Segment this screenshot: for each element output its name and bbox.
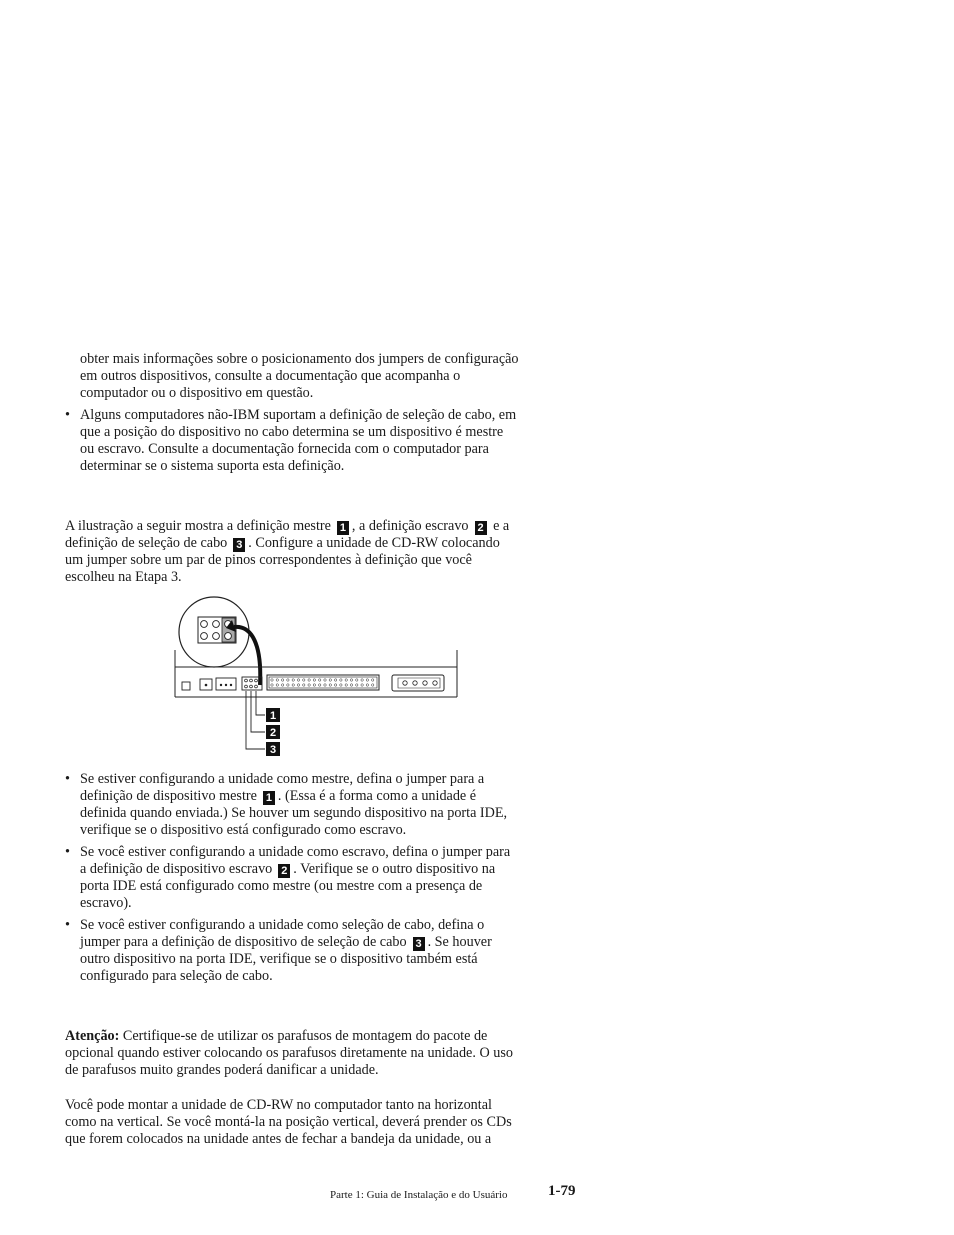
callout-line-3	[246, 691, 265, 749]
ide-pin	[319, 684, 321, 686]
ide-pin	[366, 679, 368, 681]
diagram-marker-2: 2	[269, 727, 277, 739]
attention-paragraph	[65, 1028, 513, 1079]
ide-pin	[329, 679, 331, 681]
mounting-line-2: como na vertical. Se você montá-la na posição vertical, deverá prender os CDs	[65, 1114, 512, 1130]
illus-line-4: escolheu na Etapa 3.	[65, 569, 182, 585]
ide-pin	[345, 684, 347, 686]
ide-pin	[324, 679, 326, 681]
bullet-dot: •	[65, 844, 70, 860]
attention-label: Atenção:	[65, 1028, 120, 1044]
mounting-paragraph	[65, 1097, 512, 1148]
diagram-marker-1: 1	[269, 710, 277, 722]
marker-2: 2	[475, 521, 487, 535]
ide-pin	[319, 679, 321, 681]
ide-pin	[356, 684, 358, 686]
illus-line-1	[65, 518, 509, 535]
attention-line-2: opcional quando estiver colocando os parafusos diretamente na unidade. O uso	[65, 1045, 513, 1061]
ide-pin	[271, 684, 273, 686]
master-l2-b: . (Essa é a forma como a unidade é	[277, 788, 477, 804]
ide-pin	[281, 679, 283, 681]
ide-pin	[308, 679, 310, 681]
footer-title: Parte 1: Guia de Instalação e do Usuário	[330, 1189, 508, 1201]
slave-l2-a: a definição de dispositivo escravo	[80, 861, 273, 877]
bullet1-line-4: determinar se o sistema suporta esta definição.	[80, 458, 345, 474]
slave-l2-b: . Verifique se o outro dispositivo na	[293, 861, 496, 877]
illustration-paragraph	[65, 518, 509, 586]
callout-line-1	[256, 691, 265, 715]
diagram-marker-3: 3	[269, 744, 277, 756]
drive-rear-illustration	[170, 595, 465, 760]
attention-l1: Certifique-se de utilizar os parafusos de montagem do pacote de	[119, 1028, 488, 1044]
ide-pin	[361, 684, 363, 686]
illus-l2-b: . Configure a unidade de CD-RW colocando	[248, 535, 500, 551]
attention-line-1	[65, 1028, 513, 1045]
master-line-2	[80, 788, 507, 805]
slave-line-3: porta IDE está configurado como mestre (ou mestre com a presença de	[80, 878, 483, 894]
illus-line-2	[65, 535, 509, 552]
mounting-line-3: que forem colocados na unidade antes de fechar a bandeja da unidade, ou a	[65, 1131, 492, 1147]
bullet-dot: •	[65, 771, 70, 787]
ide-pin	[303, 679, 305, 681]
ide-pin	[297, 684, 299, 686]
master-line-4: verifique se o dispositivo está configurado como escravo.	[80, 822, 407, 838]
cable-l2-b: . Se houver	[427, 934, 492, 950]
attention-line-3: de parafusos muito grandes poderá danificar a unidade.	[65, 1062, 379, 1078]
slave-line-1: Se você estiver configurando a unidade como escravo, defina o jumper para	[80, 844, 511, 860]
cable-line-3: outro dispositivo na porta IDE, verifique se o dispositivo também está	[80, 951, 478, 967]
ide-pin	[324, 684, 326, 686]
ide-pin	[345, 679, 347, 681]
ide-pin	[287, 679, 289, 681]
ide-pin	[361, 679, 363, 681]
ide-pin	[356, 679, 358, 681]
ide-pin	[340, 684, 342, 686]
bullet-text	[80, 407, 516, 475]
cable-line-4: configurado para seleção de cabo.	[80, 968, 273, 984]
bullet1-line-1: Alguns computadores não-IBM suportam a definição de seleção de cabo, em	[80, 407, 517, 423]
ide-pin	[303, 684, 305, 686]
ide-connector-pins	[271, 679, 374, 686]
ide-pin	[276, 679, 278, 681]
cable-line-2	[80, 934, 492, 951]
ide-pin	[372, 679, 374, 681]
ide-pin	[340, 679, 342, 681]
ide-pin	[297, 679, 299, 681]
ide-pin	[292, 679, 294, 681]
bullet-dot: •	[65, 917, 70, 933]
intro-line-1: obter mais informações sobre o posicionamento dos jumpers de configuração	[80, 351, 519, 367]
marker-2: 2	[278, 864, 290, 878]
ide-pin	[366, 684, 368, 686]
intro-line-2: em outros dispositivos, consulte a documentação que acompanha o	[80, 368, 461, 384]
ide-pin	[281, 684, 283, 686]
slave-line-2	[80, 861, 510, 878]
ide-pin	[350, 684, 352, 686]
ide-pin	[350, 679, 352, 681]
intro-paragraph	[80, 351, 519, 402]
bullet1-line-2: que a posição do dispositivo no cabo determina se um dispositivo é mestre	[80, 424, 504, 440]
intro-line-3: computador ou o dispositivo em questão.	[80, 385, 314, 401]
slave-line-4: escravo).	[80, 895, 132, 911]
ide-pin	[287, 684, 289, 686]
panel-square	[182, 682, 190, 690]
ide-pin	[329, 684, 331, 686]
marker-3: 3	[233, 538, 245, 552]
ide-pin	[276, 684, 278, 686]
illus-line-3: um jumper sobre um par de pinos correspondentes à definição que você	[65, 552, 472, 568]
illus-l1-a: A ilustração a seguir mostra a definição mestre	[65, 518, 331, 534]
ide-pin	[334, 684, 336, 686]
ide-pin	[313, 679, 315, 681]
illus-l2-a: definição de seleção de cabo	[65, 535, 228, 551]
bullet-slave-text	[80, 844, 510, 912]
ide-pin	[308, 684, 310, 686]
ide-pin	[271, 679, 273, 681]
illus-l1-c: e a	[493, 518, 510, 534]
illus-l1-b: , a definição escravo	[351, 518, 469, 534]
bullet1-line-3: ou escravo. Consulte a documentação fornecida com o computador para	[80, 441, 489, 457]
master-line-1: Se estiver configurando a unidade como mestre, defina o jumper para a	[80, 771, 485, 787]
marker-3: 3	[413, 937, 425, 951]
marker-1: 1	[337, 521, 349, 535]
marker-1: 1	[263, 791, 275, 805]
bullet-master-text	[80, 771, 507, 839]
jumper-magnifier-circle	[179, 597, 249, 667]
page-number: 1-79	[548, 1183, 576, 1199]
ide-pin	[292, 684, 294, 686]
bullet-dot: •	[65, 407, 70, 423]
master-line-3: definida quando enviada.) Se houver um segundo dispositivo na porta IDE,	[80, 805, 508, 821]
ide-pin	[334, 679, 336, 681]
mounting-line-1: Você pode montar a unidade de CD-RW no computador tanto na horizontal	[65, 1097, 492, 1113]
bullet-cable-select-text	[80, 917, 492, 985]
ide-pin	[313, 684, 315, 686]
cable-l2-a: jumper para a definição de dispositivo de seleção de cabo	[80, 934, 407, 950]
master-l2-a: definição de dispositivo mestre	[80, 788, 257, 804]
cable-line-1: Se você estiver configurando a unidade como seleção de cabo, defina o	[80, 917, 485, 933]
ide-pin	[372, 684, 374, 686]
